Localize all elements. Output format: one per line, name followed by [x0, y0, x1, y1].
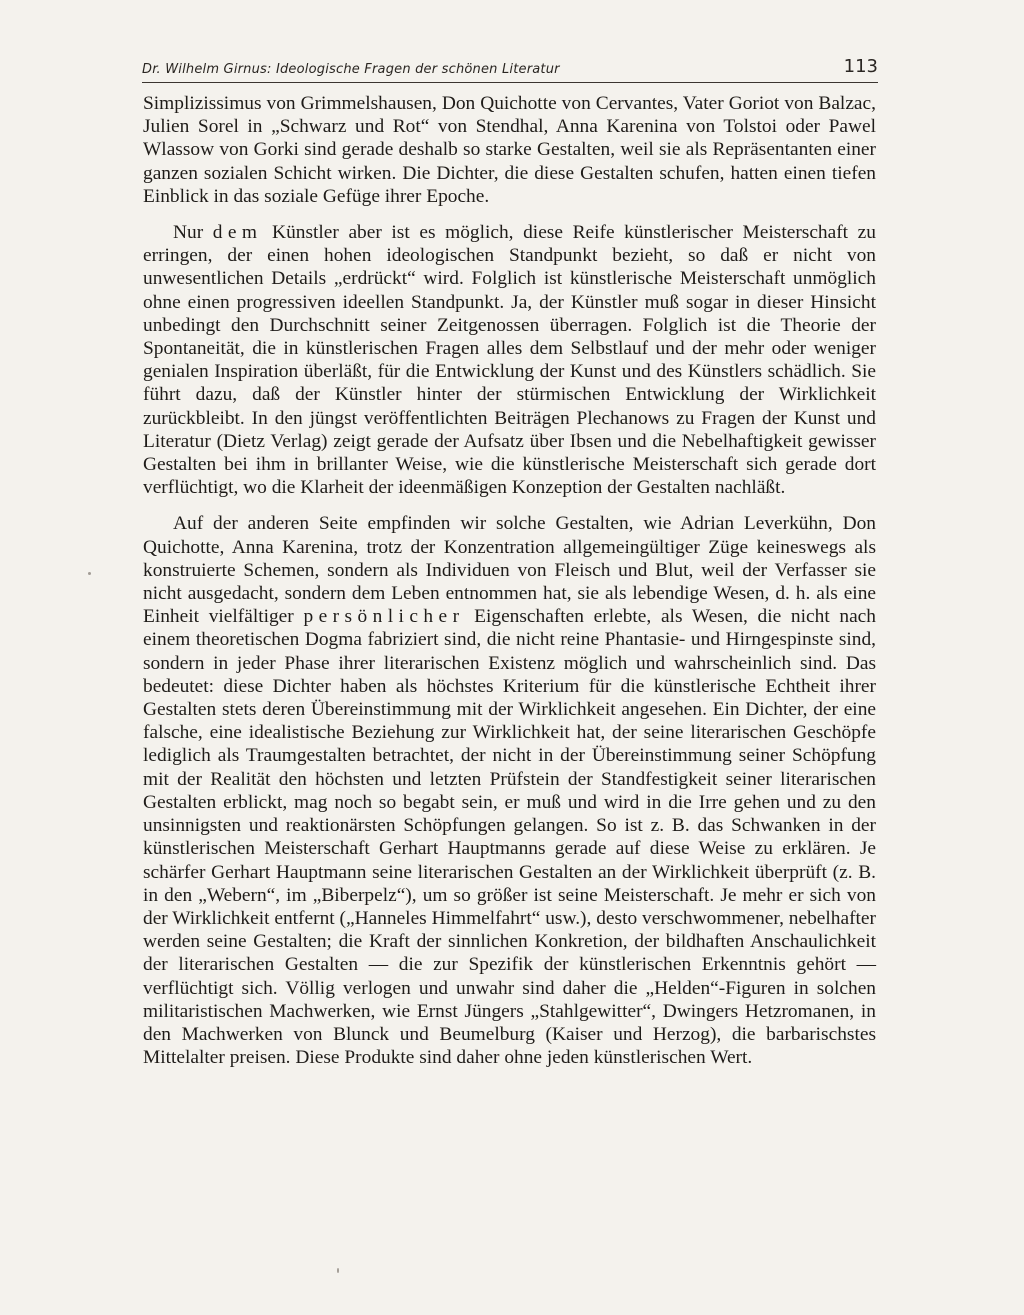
emphasized-word: persönlicher — [303, 606, 465, 628]
header-rule — [142, 82, 878, 83]
body-text — [143, 92, 876, 1069]
page-number: 113 — [843, 56, 878, 77]
page-header — [142, 56, 878, 86]
paragraph-2 — [143, 221, 876, 499]
running-head: Dr. Wilhelm Girnus: Ideologische Fragen der schönen Literatur — [142, 62, 560, 77]
paragraph-text: Auf der anderen Seite empfinden wir solche Gestalten, wie Adrian Leverkühn, Don Quichotte, Anna Karenina, trotz der Konzentration allgemeingültiger Züge keineswegs als konstruierte Schemen, sondern als Individuen von Fleisch und Blut, weil der Verfasser sie nicht ausgedacht, sondern dem Leben entnommen hat, sie als lebendige Wesen, d. h. als eine Einheit vielfältiger — [143, 513, 876, 628]
paragraph-3 — [143, 512, 876, 1069]
paper-speck — [88, 572, 91, 575]
paragraph-text: Künstler aber ist es möglich, diese Reife künstlerischer Meisterschaft zu erringen, der einen hohen ideologischen Standpunkt bezieht, so daß er nicht von unwesentlichen Details „erdrückt“ wird. Folglich ist künstlerische Meisterschaft unmöglich ohne einen progressiven ideellen Standpunkt. Ja, der Künstler muß sogar in dieser Hinsicht unbedingt den Durchschnitt seiner Zeitgenossen überragen. Folglich ist die Theorie der Spontaneität, die in künstlerischen Fragen alles dem Selbstlauf und der mehr oder weniger genialen Inspiration überläßt, für die Entwicklung der Kunst und des Künstlers schädlich. Sie führt dazu, daß der Künstler hinter der stürmischen Entwicklung der Wirklichkeit zurückbleibt. In den jüngst veröffentlichten Beiträgen Plechanows zu Fragen der Kunst und Literatur (Dietz Verlag) zeigt gerade der Aufsatz über Ibsen und die Nebelhaftigkeit gewisser Gestalten bei ihm in brillanter Weise, wie die künstlerische Meisterschaft sich gerade dort verflüchtigt, wo die Klarheit der ideenmäßigen Konzeption der Gestalten nachläßt. — [143, 222, 876, 499]
emphasized-word: dem — [212, 222, 263, 244]
paragraph-text: Simplizissimus von Grimmelshausen, Don Quichotte von Cervantes, Vater Goriot von Balzac, Julien Sorel in „Schwarz und Rot“ von Stendhal, Anna Karenina von Tolstoi oder Pawel Wlassow von Gorki sind gerade deshalb so starke Gestalten, weil sie als Repräsentanten einer ganzen sozialen Schicht wirken. Die Dichter, die diese Gestalten schufen, hatten einen tiefen Einblick in das soziale Gefüge ihrer Epoche. — [143, 93, 876, 207]
paragraph-text: Eigenschaften erlebte, als Wesen, die nicht nach einem theoretischen Dogma fabriziert sind, die nicht reine Phantasie- und Hirngespinste sind, sondern in jeder Phase ihrer literarischen Existenz möglich und wahrscheinlich sind. Das bedeutet: diese Dichter haben als höchstes Kriterium für die künstlerische Echtheit ihrer Gestalten stets deren Übereinstimmung mit der Wirklichkeit angesehen. Ein Dichter, der eine falsche, eine idealistische Beziehung zur Wirklichkeit hat, der seine literarischen Geschöpfe lediglich als Traumgestalten betrachtet, der nicht in der Übereinstimmung seiner Schöpfung mit der Realität den höchsten und letzten Prüfstein der Standfestigkeit seiner literarischen Gestalten erblickt, mag noch so begabt sein, er muß und wird in die Irre gehen und zu den unsinnigsten und reaktionärsten Schöpfungen gelangen. So ist z. B. das Schwanken in der künstlerischen Meisterschaft Gerhart Hauptmanns gerade auf diese Weise zu erklären. Je schärfer Gerhart Hauptmann seine literarischen Gestalten an der Wirklichkeit überprüft (z. B. in den „Webern“, im „Biberpelz“), um so größer ist seine Meisterschaft. Je mehr er sich von der Wirklichkeit entfernt („Hanneles Himmelfahrt“ usw.), desto verschwommener, nebelhafter werden seine Gestalten; die Kraft der sinnlichen Konkretion, der bildhaften Anschaulichkeit der literarischen Gestalten — die zur Spezifik der künstlerischen Erkenntnis gehört — verflüchtigt sich. Völlig verlogen und unwahr sind daher die „Helden“-Figuren in solchen militaristischen Machwerken, wie Ernst Jüngers „Stahlgewitter“, Dwingers Hetzromanen, in den Machwerken von Blunck und Beumelburg (Kaiser und Herzog), die barbarischstes Mittelalter preisen. Diese Produkte sind daher ohne jeden künstlerischen Wert. — [143, 606, 876, 1069]
paragraph-text: Nur — [173, 222, 213, 244]
paragraph-1 — [143, 92, 876, 208]
paper-speck — [337, 1268, 339, 1273]
